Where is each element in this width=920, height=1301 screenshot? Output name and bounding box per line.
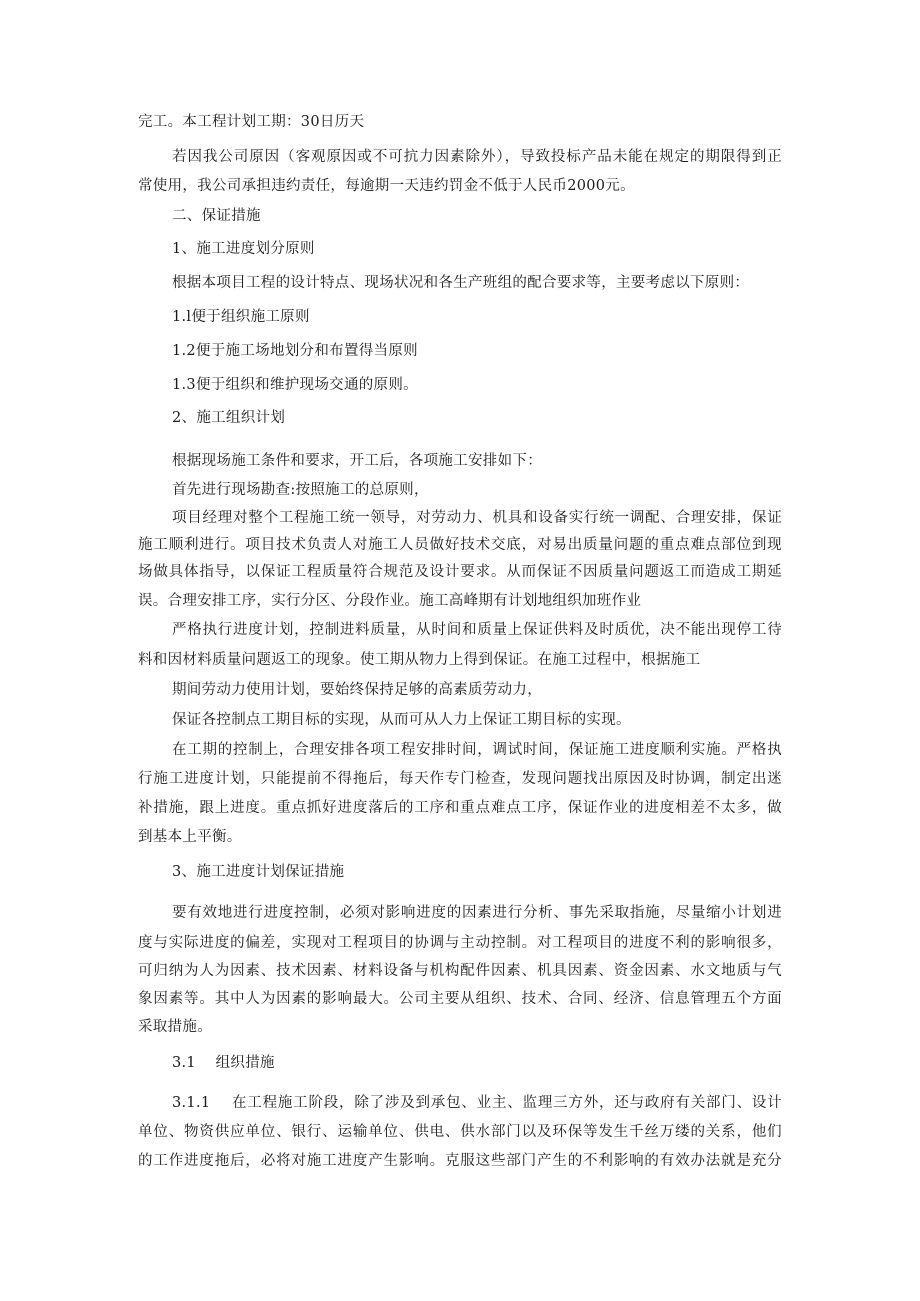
text-line: 若因我公司原因（客观原因或不可抗力因素除外），导致投标产品未能在规定的期限得到正 xyxy=(172,149,782,165)
text-line: 完工。本工程计划工期：30日历天 xyxy=(138,114,365,130)
text-line: 3.1.1 在工程施工阶段，除了涉及到承包、业主、监理三方外，还与政府有关部门、设计 xyxy=(172,1095,782,1111)
text-line: 项目经理对整个工程施工统一领导，对劳动力、机具和设备实行统一调配、合理安排，保证 xyxy=(172,510,782,526)
text-line: 施工顺利进行。项目技术负责人对施工人员做好技术交底，对易出质量问题的重点难点部位到现 xyxy=(138,537,782,553)
text-line: 1.2便于施工场地划分和布置得当原则 xyxy=(172,343,418,359)
text-line: 1.3便于组织和维护现场交通的原则。 xyxy=(172,377,418,393)
text-line: 度与实际进度的偏差，实现对工程项目的协调与主动控制。对工程项目的进度不利的影响很多， xyxy=(138,935,782,951)
text-line: 在工期的控制上，合理安排各项工程安排时间，调试时间，保证施工进度顺利实施。严格执 xyxy=(172,742,782,758)
subsection-heading: 3.1 组织措施 xyxy=(172,1055,275,1071)
text-line: 保证各控制点工期目标的实现，从而可从人力上保证工期目标的实现。 xyxy=(172,712,631,728)
text-line: 1.l便于组织施工原则 xyxy=(172,309,310,325)
text-line: 单位、物资供应单位、银行、运输单位、供电、供水部门以及环保等发生千丝万缕的关系，他们 xyxy=(138,1124,782,1140)
subsection-heading: 1、施工进度划分原则 xyxy=(172,241,315,257)
text-line: 期间劳动力使用计划，要始终保持足够的高素质劳动力， xyxy=(172,682,542,698)
text-line: 采取措施。 xyxy=(138,1019,212,1035)
text-line: 的工作进度拖后，必将对施工进度产生影响。克服这些部门产生的不利影响的有效办法就是充分 xyxy=(138,1153,782,1169)
text-line: 首先进行现场勘查:按照施工的总原则， xyxy=(172,482,429,498)
text-line: 补措施，跟上进度。重点抓好进度落后的工序和重点难点工序，保证作业的进度相差不太多，做 xyxy=(138,800,782,816)
text-line: 行施工进度计划，只能提前不得拖后，每天作专门检查，发现问题找出原因及时协调，制定出迷 xyxy=(138,771,782,787)
text-line: 根据现场施工条件和要求，开工后，各项施工安排如下： xyxy=(172,453,542,469)
text-line: 常使用，我公司承担违约责任，每逾期一天违约罚金不低于人民币2000元。 xyxy=(138,178,635,194)
section-heading: 二、保证措施 xyxy=(172,208,261,224)
subsection-heading: 2、施工组织计划 xyxy=(172,410,286,426)
text-line: 到基本上平衡。 xyxy=(138,829,242,845)
text-line: 料和因材料质量问题返工的现象。使工期从物力上得到保证。在施工过程中，根据施工 xyxy=(138,652,701,668)
text-line: 根据本项目工程的设计特点、现场状况和各生产班组的配合要求等，主要考虑以下原则： xyxy=(172,275,750,291)
text-line: 要有效地进行进度控制，必须对影响进度的因素进行分析、事先采取指施，尽量缩小计划进 xyxy=(172,905,782,921)
text-line: 严格执行进度计划，控制进料质量，从时间和质量上保证供料及时质优，决不能出现停工待 xyxy=(172,622,782,638)
text-line: 误。合理安排工序，实行分区、分段作业。施工高峰期有计划地组织加班作业 xyxy=(138,593,642,609)
text-line: 象因素等。其中人为因素的影响最大。公司主要从组织、技术、合同、经济、信息管理五个方面 xyxy=(138,991,782,1007)
subsection-heading: 3、施工进度计划保证措施 xyxy=(172,864,345,880)
text-line: 可归纳为人为因素、技术因素、材料设备与机构配件因素、机具因素、资金因素、水文地质与气 xyxy=(138,963,782,979)
text-line: 场做具体指导，以保证工程质量符合规范及设计要求。从而保证不因质量问题返工而造成工期延 xyxy=(138,564,782,580)
